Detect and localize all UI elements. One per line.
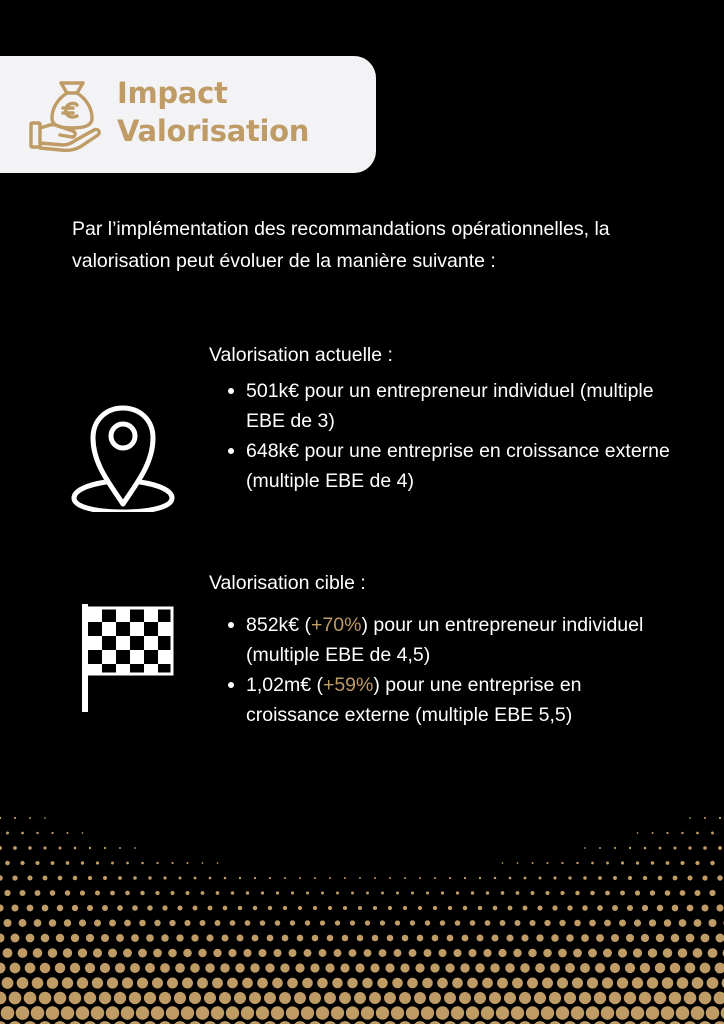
title-line-1: Impact: [117, 76, 228, 110]
item-text-end: ) pour une entreprise en croissance externe (multiple EBE 5,5): [246, 674, 582, 726]
current-valuation-label: Valorisation actuelle :: [209, 344, 393, 366]
item-text-end: ) pour un entrepreneur individuel (multiple EBE de 4,5): [246, 614, 644, 666]
header-card: [0, 56, 376, 173]
list-item: [209, 610, 679, 670]
item-text-start: 1,02m€ (: [246, 674, 323, 696]
halftone-dot-pattern: [0, 784, 724, 1024]
checkered-flag-icon: [68, 602, 178, 714]
growth-percentage: +70%: [311, 614, 362, 636]
growth-percentage: +59%: [322, 674, 374, 696]
location-pin-icon: [68, 372, 178, 512]
item-text-start: 852k€ (: [246, 614, 312, 636]
page-title: [117, 74, 309, 150]
intro-paragraph: Par l’implémentation des recommandations opérationnelles, la valorisation peut évoluer de la manière suivante :: [72, 218, 610, 272]
target-valuation-list: [209, 610, 679, 730]
list-item: [209, 670, 679, 730]
current-valuation-list: [209, 376, 679, 496]
list-item: 648k€ pour une entreprise en croissance externe (multiple EBE de 4): [209, 436, 679, 496]
title-line-2: Valorisation: [117, 114, 310, 148]
list-item: 501k€ pour un entrepreneur individuel (multiple EBE de 3): [209, 376, 679, 436]
target-valuation-label: Valorisation cible :: [209, 572, 366, 594]
money-bag-euro-hand-icon: [28, 78, 104, 152]
